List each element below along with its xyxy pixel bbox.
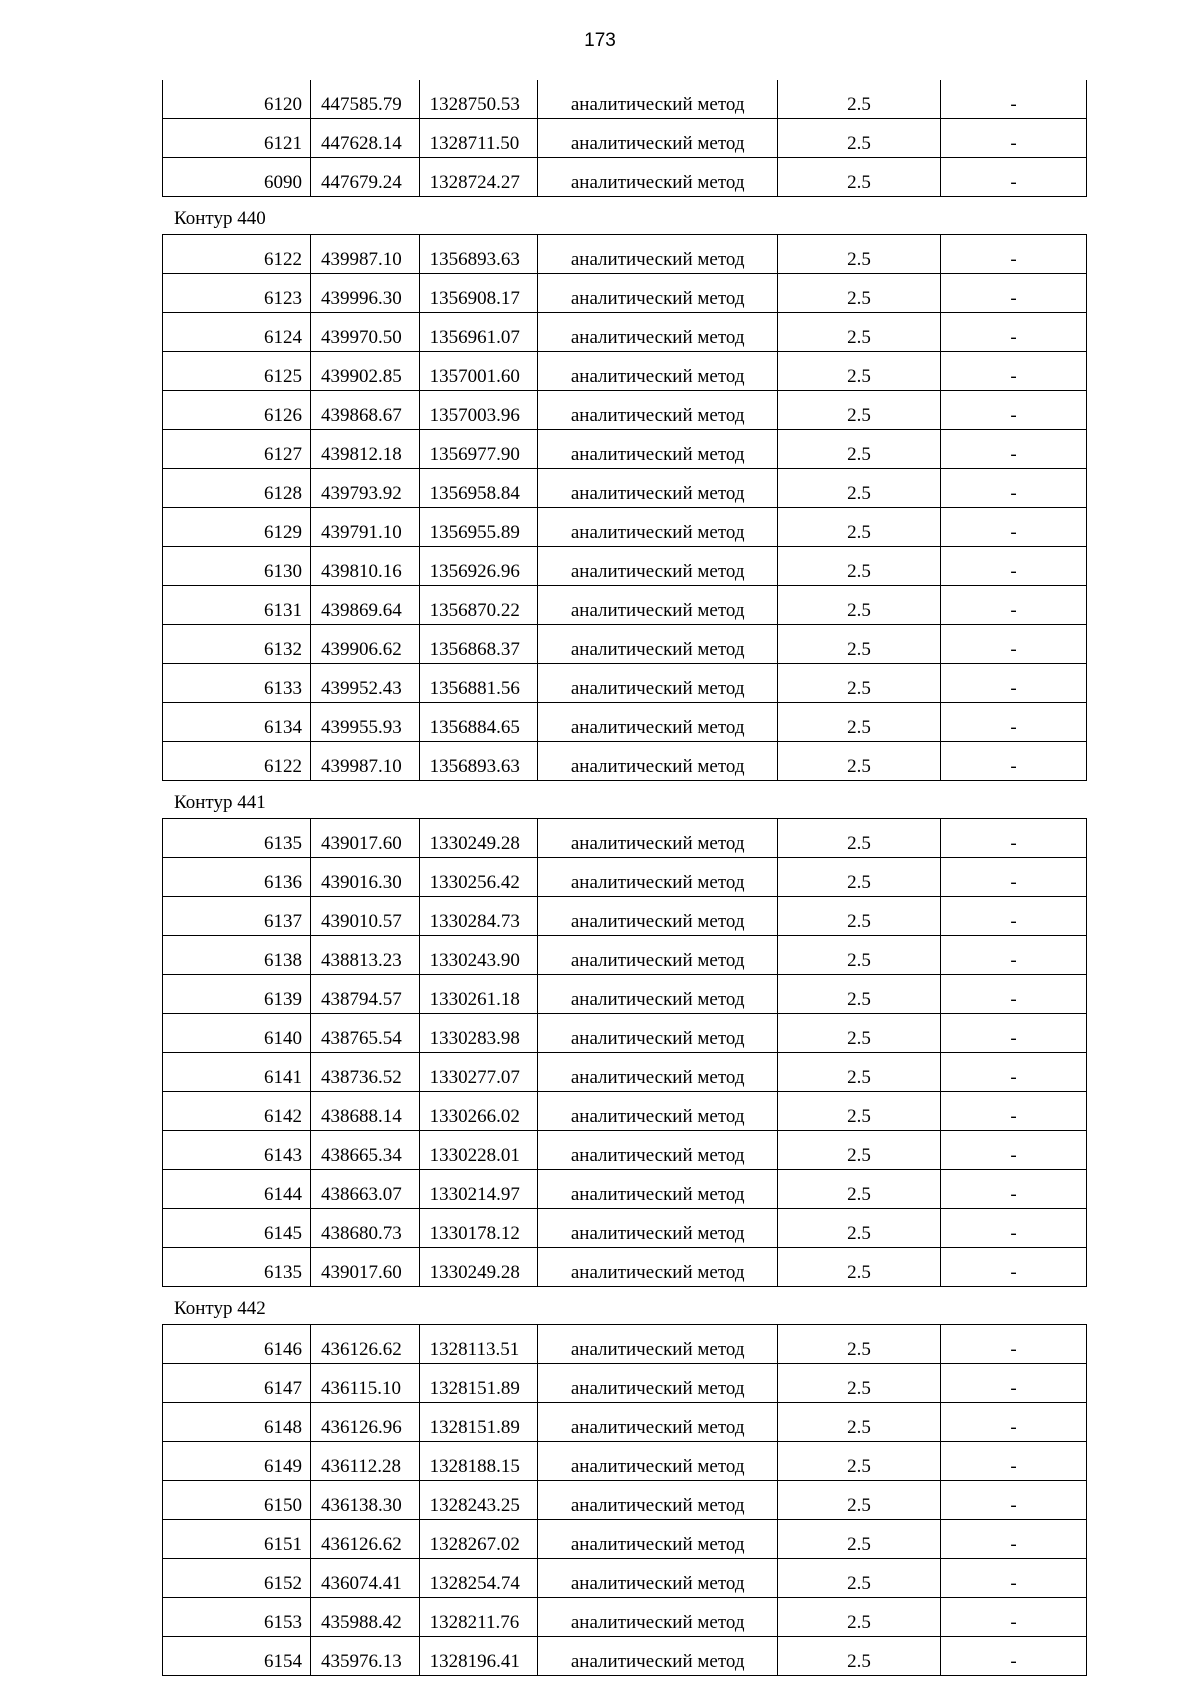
- y-coordinate-cell: 1330243.90: [419, 936, 538, 975]
- y-coordinate-cell: 1328750.53: [419, 80, 538, 119]
- description-cell: -: [941, 1325, 1087, 1364]
- x-coordinate-cell: 439902.85: [310, 352, 419, 391]
- x-coordinate-cell: 438736.52: [310, 1053, 419, 1092]
- point-number-cell: 6145: [163, 1209, 311, 1248]
- point-number-cell: 6124: [163, 313, 311, 352]
- x-coordinate-cell: 436138.30: [310, 1481, 419, 1520]
- accuracy-cell: 2.5: [777, 586, 940, 625]
- y-coordinate-cell: 1328254.74: [419, 1559, 538, 1598]
- method-cell: аналитический метод: [538, 1209, 778, 1248]
- y-coordinate-cell: 1328196.41: [419, 1637, 538, 1676]
- y-coordinate-cell: 1356908.17: [419, 274, 538, 313]
- y-coordinate-cell: 1328151.89: [419, 1403, 538, 1442]
- accuracy-cell: 2.5: [777, 1364, 940, 1403]
- point-number-cell: 6135: [163, 819, 311, 858]
- point-number-cell: 6153: [163, 1598, 311, 1637]
- accuracy-cell: 2.5: [777, 897, 940, 936]
- accuracy-cell: 2.5: [777, 625, 940, 664]
- y-coordinate-cell: 1330214.97: [419, 1170, 538, 1209]
- description-cell: -: [941, 1520, 1087, 1559]
- description-cell: -: [941, 1053, 1087, 1092]
- table-row: [163, 1053, 1087, 1092]
- table-row: [163, 1598, 1087, 1637]
- x-coordinate-cell: 439017.60: [310, 819, 419, 858]
- method-cell: аналитический метод: [538, 1131, 778, 1170]
- description-cell: -: [941, 119, 1087, 158]
- description-cell: -: [941, 1248, 1087, 1287]
- table-row: [163, 1481, 1087, 1520]
- table-row: [163, 1014, 1087, 1053]
- method-cell: аналитический метод: [538, 1325, 778, 1364]
- y-coordinate-cell: 1356926.96: [419, 547, 538, 586]
- method-cell: аналитический метод: [538, 469, 778, 508]
- y-coordinate-cell: 1357001.60: [419, 352, 538, 391]
- y-coordinate-cell: 1328711.50: [419, 119, 538, 158]
- accuracy-cell: 2.5: [777, 80, 940, 119]
- method-cell: аналитический метод: [538, 352, 778, 391]
- description-cell: -: [941, 352, 1087, 391]
- accuracy-cell: 2.5: [777, 1598, 940, 1637]
- method-cell: аналитический метод: [538, 1364, 778, 1403]
- accuracy-cell: 2.5: [777, 1209, 940, 1248]
- x-coordinate-cell: 447679.24: [310, 158, 419, 197]
- point-number-cell: 6137: [163, 897, 311, 936]
- table-row: [163, 469, 1087, 508]
- method-cell: аналитический метод: [538, 1481, 778, 1520]
- description-cell: -: [941, 742, 1087, 781]
- table-row: [163, 1248, 1087, 1287]
- y-coordinate-cell: 1356961.07: [419, 313, 538, 352]
- table-row: [163, 235, 1087, 274]
- description-cell: -: [941, 391, 1087, 430]
- table-row: [163, 625, 1087, 664]
- description-cell: -: [941, 819, 1087, 858]
- table-row: [163, 975, 1087, 1014]
- point-number-cell: 6125: [163, 352, 311, 391]
- point-number-cell: 6147: [163, 1364, 311, 1403]
- description-cell: -: [941, 1131, 1087, 1170]
- y-coordinate-cell: 1356893.63: [419, 742, 538, 781]
- description-cell: -: [941, 1170, 1087, 1209]
- x-coordinate-cell: 439016.30: [310, 858, 419, 897]
- table-row: [163, 586, 1087, 625]
- accuracy-cell: 2.5: [777, 430, 940, 469]
- description-cell: -: [941, 1481, 1087, 1520]
- coordinates-table: [162, 818, 1087, 1287]
- description-cell: -: [941, 1442, 1087, 1481]
- description-cell: -: [941, 430, 1087, 469]
- accuracy-cell: 2.5: [777, 664, 940, 703]
- table-row: [163, 313, 1087, 352]
- table-row: [163, 1209, 1087, 1248]
- description-cell: -: [941, 625, 1087, 664]
- method-cell: аналитический метод: [538, 274, 778, 313]
- point-number-cell: 6128: [163, 469, 311, 508]
- point-number-cell: 6127: [163, 430, 311, 469]
- table-row: [163, 391, 1087, 430]
- method-cell: аналитический метод: [538, 1014, 778, 1053]
- accuracy-cell: 2.5: [777, 1248, 940, 1287]
- point-number-cell: 6132: [163, 625, 311, 664]
- description-cell: -: [941, 1209, 1087, 1248]
- method-cell: аналитический метод: [538, 586, 778, 625]
- description-cell: -: [941, 274, 1087, 313]
- table-row: [163, 1442, 1087, 1481]
- description-cell: -: [941, 547, 1087, 586]
- y-coordinate-cell: 1330228.01: [419, 1131, 538, 1170]
- accuracy-cell: 2.5: [777, 352, 940, 391]
- method-cell: аналитический метод: [538, 625, 778, 664]
- y-coordinate-cell: 1356958.84: [419, 469, 538, 508]
- description-cell: -: [941, 508, 1087, 547]
- accuracy-cell: 2.5: [777, 313, 940, 352]
- point-number-cell: 6154: [163, 1637, 311, 1676]
- point-number-cell: 6151: [163, 1520, 311, 1559]
- point-number-cell: 6129: [163, 508, 311, 547]
- y-coordinate-cell: 1330249.28: [419, 819, 538, 858]
- point-number-cell: 6131: [163, 586, 311, 625]
- contour-label: Контур 442: [174, 1298, 266, 1319]
- method-cell: аналитический метод: [538, 313, 778, 352]
- description-cell: -: [941, 586, 1087, 625]
- accuracy-cell: 2.5: [777, 508, 940, 547]
- method-cell: аналитический метод: [538, 430, 778, 469]
- x-coordinate-cell: 436126.96: [310, 1403, 419, 1442]
- y-coordinate-cell: 1328243.25: [419, 1481, 538, 1520]
- accuracy-cell: 2.5: [777, 235, 940, 274]
- accuracy-cell: 2.5: [777, 1053, 940, 1092]
- x-coordinate-cell: 436115.10: [310, 1364, 419, 1403]
- method-cell: аналитический метод: [538, 1598, 778, 1637]
- method-cell: аналитический метод: [538, 858, 778, 897]
- point-number-cell: 6141: [163, 1053, 311, 1092]
- table-row: [163, 158, 1087, 197]
- method-cell: аналитический метод: [538, 1170, 778, 1209]
- method-cell: аналитический метод: [538, 1520, 778, 1559]
- method-cell: аналитический метод: [538, 547, 778, 586]
- x-coordinate-cell: 436126.62: [310, 1325, 419, 1364]
- x-coordinate-cell: 439812.18: [310, 430, 419, 469]
- table-row: [163, 819, 1087, 858]
- accuracy-cell: 2.5: [777, 1131, 940, 1170]
- point-number-cell: 6134: [163, 703, 311, 742]
- table-row: [163, 664, 1087, 703]
- accuracy-cell: 2.5: [777, 975, 940, 1014]
- x-coordinate-cell: 439869.64: [310, 586, 419, 625]
- accuracy-cell: 2.5: [777, 703, 940, 742]
- table-row: [163, 1403, 1087, 1442]
- x-coordinate-cell: 447628.14: [310, 119, 419, 158]
- y-coordinate-cell: 1330283.98: [419, 1014, 538, 1053]
- method-cell: аналитический метод: [538, 1248, 778, 1287]
- point-number-cell: 6142: [163, 1092, 311, 1131]
- method-cell: аналитический метод: [538, 1559, 778, 1598]
- table-row: [163, 1131, 1087, 1170]
- method-cell: аналитический метод: [538, 1403, 778, 1442]
- y-coordinate-cell: 1356955.89: [419, 508, 538, 547]
- x-coordinate-cell: 436074.41: [310, 1559, 419, 1598]
- accuracy-cell: 2.5: [777, 158, 940, 197]
- x-coordinate-cell: 439791.10: [310, 508, 419, 547]
- x-coordinate-cell: 438794.57: [310, 975, 419, 1014]
- point-number-cell: 6143: [163, 1131, 311, 1170]
- x-coordinate-cell: 439010.57: [310, 897, 419, 936]
- y-coordinate-cell: 1356870.22: [419, 586, 538, 625]
- y-coordinate-cell: 1330266.02: [419, 1092, 538, 1131]
- table-row: [163, 897, 1087, 936]
- point-number-cell: 6144: [163, 1170, 311, 1209]
- x-coordinate-cell: 439955.93: [310, 703, 419, 742]
- method-cell: аналитический метод: [538, 235, 778, 274]
- y-coordinate-cell: 1328151.89: [419, 1364, 538, 1403]
- accuracy-cell: 2.5: [777, 936, 940, 975]
- x-coordinate-cell: 438688.14: [310, 1092, 419, 1131]
- y-coordinate-cell: 1328724.27: [419, 158, 538, 197]
- description-cell: -: [941, 703, 1087, 742]
- table-row: [163, 80, 1087, 119]
- method-cell: аналитический метод: [538, 975, 778, 1014]
- description-cell: -: [941, 897, 1087, 936]
- accuracy-cell: 2.5: [777, 274, 940, 313]
- method-cell: аналитический метод: [538, 703, 778, 742]
- table-row: [163, 1559, 1087, 1598]
- coordinates-table: [162, 80, 1087, 197]
- description-cell: -: [941, 158, 1087, 197]
- y-coordinate-cell: 1330284.73: [419, 897, 538, 936]
- accuracy-cell: 2.5: [777, 547, 940, 586]
- accuracy-cell: 2.5: [777, 819, 940, 858]
- point-number-cell: 6136: [163, 858, 311, 897]
- y-coordinate-cell: 1356893.63: [419, 235, 538, 274]
- description-cell: -: [941, 1364, 1087, 1403]
- point-number-cell: 6090: [163, 158, 311, 197]
- description-cell: -: [941, 1403, 1087, 1442]
- accuracy-cell: 2.5: [777, 1520, 940, 1559]
- accuracy-cell: 2.5: [777, 1637, 940, 1676]
- table-row: [163, 858, 1087, 897]
- x-coordinate-cell: 438663.07: [310, 1170, 419, 1209]
- point-number-cell: 6139: [163, 975, 311, 1014]
- accuracy-cell: 2.5: [777, 1442, 940, 1481]
- x-coordinate-cell: 438665.34: [310, 1131, 419, 1170]
- x-coordinate-cell: 439952.43: [310, 664, 419, 703]
- description-cell: -: [941, 313, 1087, 352]
- table-row: [163, 1364, 1087, 1403]
- table-row: [163, 119, 1087, 158]
- description-cell: -: [941, 1559, 1087, 1598]
- table-row: [163, 352, 1087, 391]
- description-cell: -: [941, 1598, 1087, 1637]
- table-row: [163, 1170, 1087, 1209]
- description-cell: -: [941, 1014, 1087, 1053]
- x-coordinate-cell: 439793.92: [310, 469, 419, 508]
- table-row: [163, 742, 1087, 781]
- method-cell: аналитический метод: [538, 1092, 778, 1131]
- description-cell: -: [941, 664, 1087, 703]
- method-cell: аналитический метод: [538, 1442, 778, 1481]
- x-coordinate-cell: 447585.79: [310, 80, 419, 119]
- y-coordinate-cell: 1328188.15: [419, 1442, 538, 1481]
- y-coordinate-cell: 1356868.37: [419, 625, 538, 664]
- description-cell: -: [941, 936, 1087, 975]
- contour-label: Контур 441: [174, 792, 266, 813]
- point-number-cell: 6140: [163, 1014, 311, 1053]
- y-coordinate-cell: 1328113.51: [419, 1325, 538, 1364]
- method-cell: аналитический метод: [538, 819, 778, 858]
- x-coordinate-cell: 435976.13: [310, 1637, 419, 1676]
- x-coordinate-cell: 438813.23: [310, 936, 419, 975]
- table-row: [163, 1637, 1087, 1676]
- y-coordinate-cell: 1328267.02: [419, 1520, 538, 1559]
- table-row: [163, 1520, 1087, 1559]
- x-coordinate-cell: 435988.42: [310, 1598, 419, 1637]
- point-number-cell: 6123: [163, 274, 311, 313]
- method-cell: аналитический метод: [538, 158, 778, 197]
- accuracy-cell: 2.5: [777, 391, 940, 430]
- x-coordinate-cell: 439970.50: [310, 313, 419, 352]
- method-cell: аналитический метод: [538, 1053, 778, 1092]
- x-coordinate-cell: 439017.60: [310, 1248, 419, 1287]
- point-number-cell: 6133: [163, 664, 311, 703]
- table-row: [163, 1325, 1087, 1364]
- y-coordinate-cell: 1330261.18: [419, 975, 538, 1014]
- point-number-cell: 6130: [163, 547, 311, 586]
- accuracy-cell: 2.5: [777, 742, 940, 781]
- x-coordinate-cell: 439996.30: [310, 274, 419, 313]
- y-coordinate-cell: 1356884.65: [419, 703, 538, 742]
- y-coordinate-cell: 1328211.76: [419, 1598, 538, 1637]
- point-number-cell: 6146: [163, 1325, 311, 1364]
- point-number-cell: 6122: [163, 235, 311, 274]
- y-coordinate-cell: 1356881.56: [419, 664, 538, 703]
- point-number-cell: 6121: [163, 119, 311, 158]
- document-body: [162, 80, 1087, 1676]
- contour-label: Контур 440: [174, 208, 266, 229]
- accuracy-cell: 2.5: [777, 1325, 940, 1364]
- y-coordinate-cell: 1356977.90: [419, 430, 538, 469]
- description-cell: -: [941, 975, 1087, 1014]
- point-number-cell: 6126: [163, 391, 311, 430]
- table-row: [163, 1092, 1087, 1131]
- method-cell: аналитический метод: [538, 897, 778, 936]
- page-number: 173: [584, 30, 616, 51]
- description-cell: -: [941, 235, 1087, 274]
- x-coordinate-cell: 439868.67: [310, 391, 419, 430]
- point-number-cell: 6120: [163, 80, 311, 119]
- point-number-cell: 6152: [163, 1559, 311, 1598]
- table-row: [163, 274, 1087, 313]
- x-coordinate-cell: 436126.62: [310, 1520, 419, 1559]
- y-coordinate-cell: 1330277.07: [419, 1053, 538, 1092]
- table-row: [163, 936, 1087, 975]
- method-cell: аналитический метод: [538, 664, 778, 703]
- accuracy-cell: 2.5: [777, 1092, 940, 1131]
- description-cell: -: [941, 80, 1087, 119]
- accuracy-cell: 2.5: [777, 858, 940, 897]
- table-row: [163, 703, 1087, 742]
- accuracy-cell: 2.5: [777, 1481, 940, 1520]
- coordinates-table: [162, 234, 1087, 781]
- x-coordinate-cell: 439810.16: [310, 547, 419, 586]
- method-cell: аналитический метод: [538, 1637, 778, 1676]
- method-cell: аналитический метод: [538, 742, 778, 781]
- x-coordinate-cell: 439906.62: [310, 625, 419, 664]
- accuracy-cell: 2.5: [777, 1014, 940, 1053]
- method-cell: аналитический метод: [538, 936, 778, 975]
- accuracy-cell: 2.5: [777, 119, 940, 158]
- accuracy-cell: 2.5: [777, 1559, 940, 1598]
- description-cell: -: [941, 1092, 1087, 1131]
- x-coordinate-cell: 438765.54: [310, 1014, 419, 1053]
- method-cell: аналитический метод: [538, 119, 778, 158]
- description-cell: -: [941, 858, 1087, 897]
- description-cell: -: [941, 469, 1087, 508]
- table-row: [163, 508, 1087, 547]
- point-number-cell: 6150: [163, 1481, 311, 1520]
- point-number-cell: 6148: [163, 1403, 311, 1442]
- method-cell: аналитический метод: [538, 391, 778, 430]
- y-coordinate-cell: 1330178.12: [419, 1209, 538, 1248]
- point-number-cell: 6138: [163, 936, 311, 975]
- x-coordinate-cell: 436112.28: [310, 1442, 419, 1481]
- table-row: [163, 430, 1087, 469]
- accuracy-cell: 2.5: [777, 1170, 940, 1209]
- point-number-cell: 6122: [163, 742, 311, 781]
- point-number-cell: 6135: [163, 1248, 311, 1287]
- x-coordinate-cell: 439987.10: [310, 742, 419, 781]
- method-cell: аналитический метод: [538, 508, 778, 547]
- accuracy-cell: 2.5: [777, 469, 940, 508]
- table-row: [163, 547, 1087, 586]
- accuracy-cell: 2.5: [777, 1403, 940, 1442]
- coordinates-table: [162, 1324, 1087, 1676]
- description-cell: -: [941, 1637, 1087, 1676]
- x-coordinate-cell: 438680.73: [310, 1209, 419, 1248]
- y-coordinate-cell: 1330249.28: [419, 1248, 538, 1287]
- point-number-cell: 6149: [163, 1442, 311, 1481]
- y-coordinate-cell: 1357003.96: [419, 391, 538, 430]
- method-cell: аналитический метод: [538, 80, 778, 119]
- y-coordinate-cell: 1330256.42: [419, 858, 538, 897]
- x-coordinate-cell: 439987.10: [310, 235, 419, 274]
